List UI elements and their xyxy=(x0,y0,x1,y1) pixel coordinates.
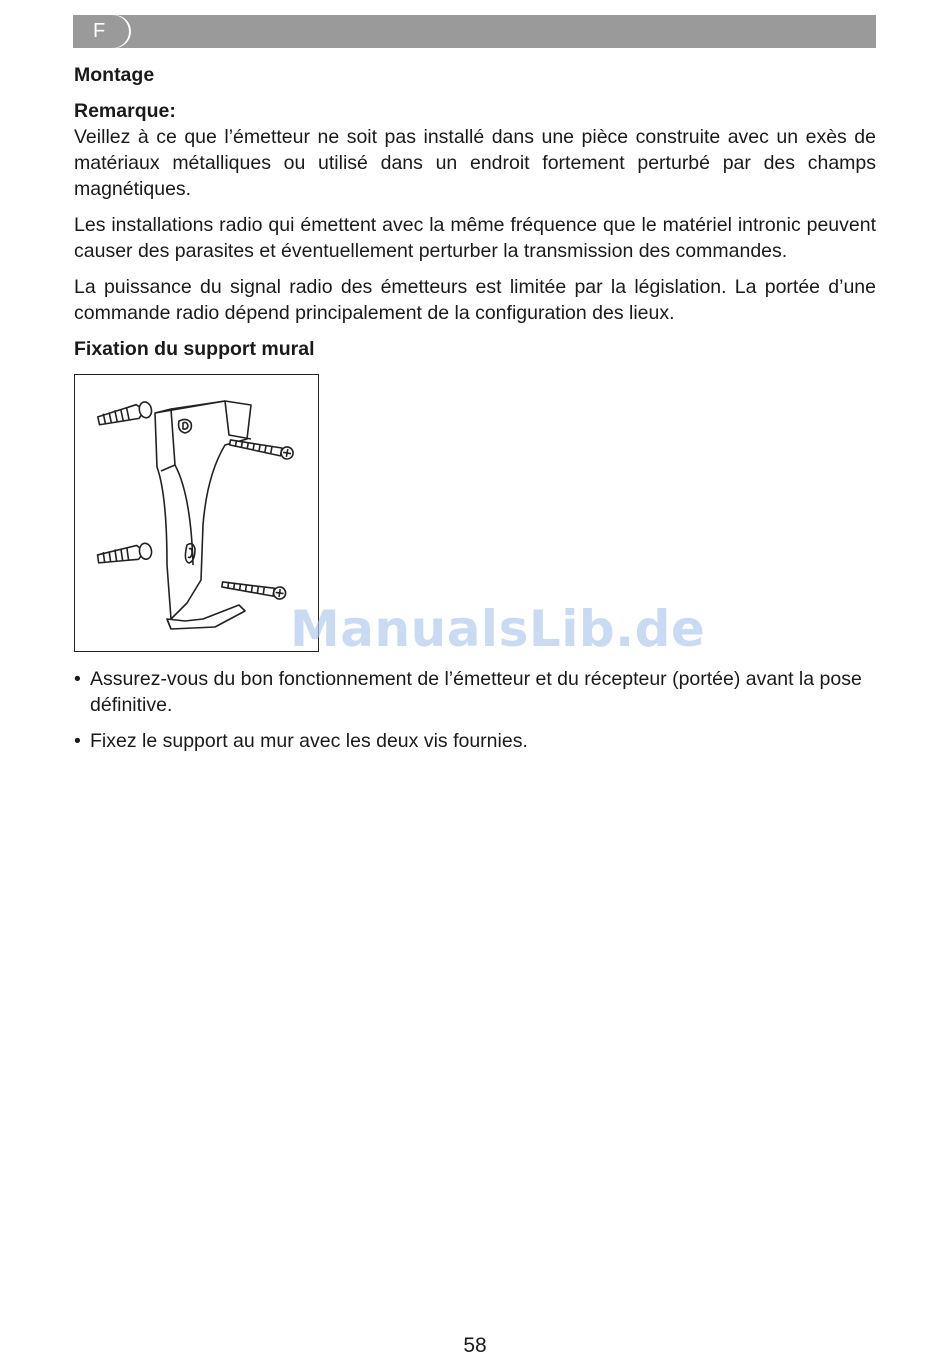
paragraph-2: Les installations radio qui émettent avec la même fréquence que le matériel intronic peuvent causer des parasites et éventuellement perturber la transmission des commandes. xyxy=(74,214,876,262)
page-number: 58 xyxy=(463,1334,487,1357)
note-title: Remarque: xyxy=(74,100,176,122)
wall-bracket-drawing xyxy=(75,375,318,651)
instruction-list xyxy=(74,666,876,754)
watermark: ManualsLib.de xyxy=(290,600,706,658)
wall-mount-illustration xyxy=(74,374,319,652)
paragraph-3: La puissance du signal radio des émetteurs est limitée par la législation. La portée d’une commande radio dépend principalement de la configuration des lieux. xyxy=(74,276,876,324)
page-content xyxy=(74,62,876,764)
list-item: • Fixez le support au mur avec les deux vis fournies. xyxy=(74,728,876,754)
language-tab: F xyxy=(73,15,129,48)
paragraph-1: Veillez à ce que l’émetteur ne soit pas installé dans une pièce construite avec un exès de matériaux métalliques ou utilisé dans un endroit fortement perturbé par des champs magnétiques. xyxy=(74,126,876,200)
subsection-title: Fixation du support mural xyxy=(74,338,315,360)
header-bar xyxy=(73,15,876,48)
section-title: Montage xyxy=(74,64,155,86)
list-item: • Assurez-vous du bon fonctionnement de l’émetteur et du récepteur (portée) avant la pose définitive. xyxy=(74,666,876,718)
